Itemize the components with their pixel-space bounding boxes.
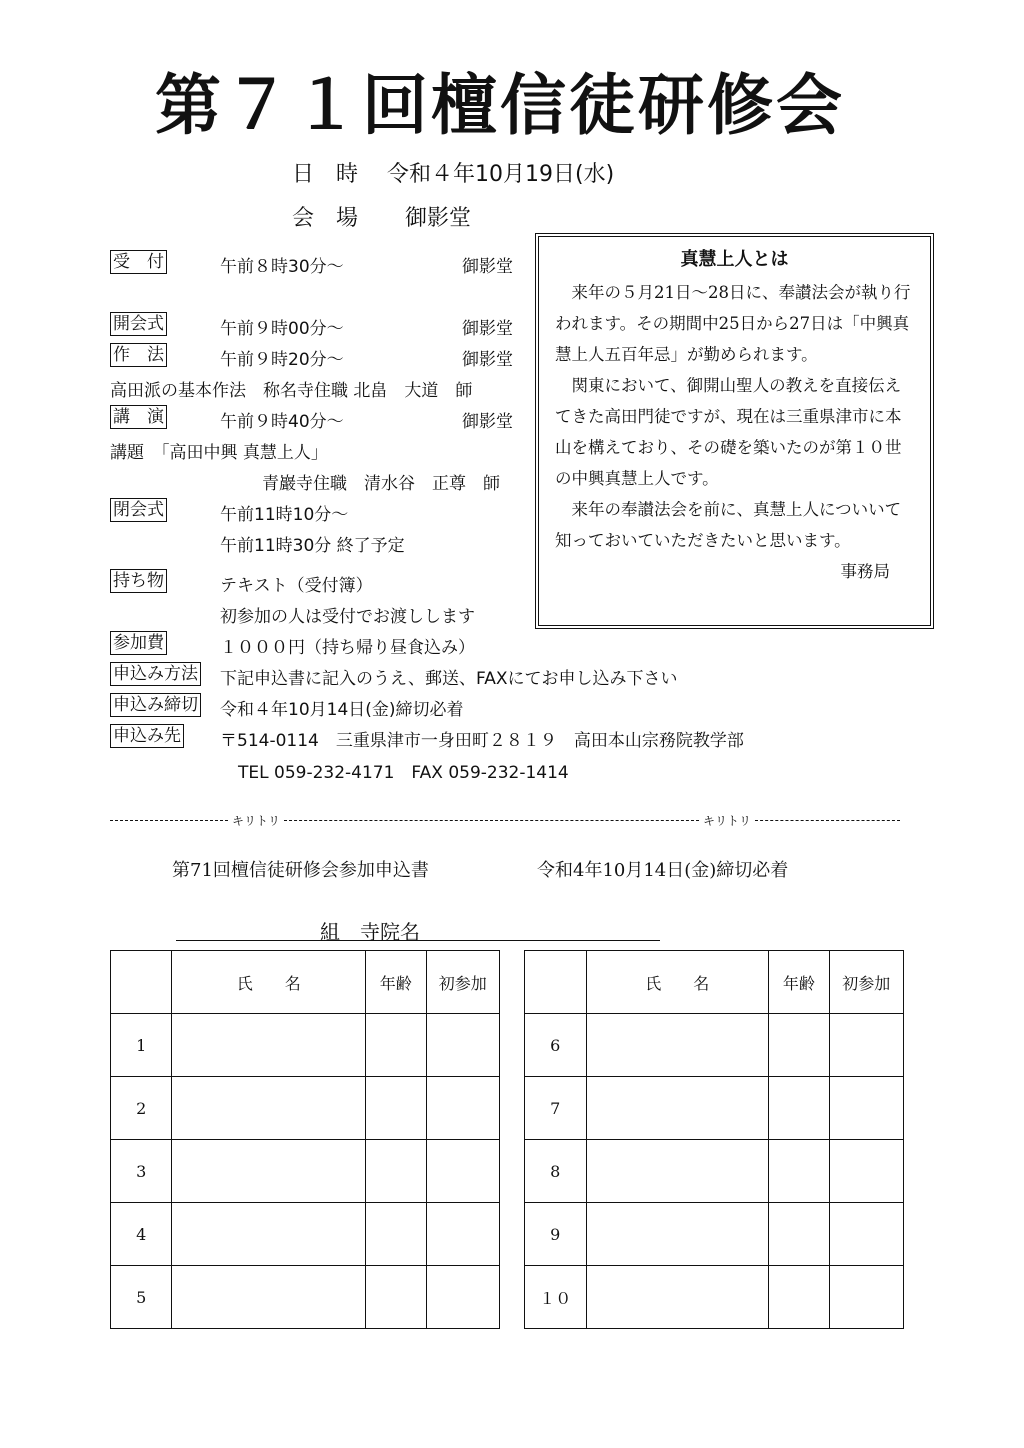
age-cell[interactable] [769,1014,830,1077]
lecture-place: 御影堂 [462,412,513,432]
age-cell[interactable] [366,1140,427,1203]
datetime-label: 日 時 [292,162,359,187]
first-time-header: 初参加 [829,951,903,1014]
row-number: 9 [525,1203,587,1266]
row-number: 6 [525,1014,587,1077]
registration-table-right [524,950,904,1329]
age-header: 年齢 [366,951,427,1014]
age-cell[interactable] [366,1014,427,1077]
first-time-cell[interactable] [829,1203,903,1266]
apply-method-label: 申込み方法 [110,662,201,686]
datetime-line [292,157,614,188]
table-row [525,1203,904,1266]
name-cell[interactable] [586,1140,769,1203]
first-time-cell[interactable] [829,1014,903,1077]
notice-title: 真慧上人とは [680,249,789,270]
row-number: 3 [111,1140,172,1203]
manners-detail: 高田派の基本作法 称名寺住職 北畠 大道 師 [110,381,473,401]
cut-dash [755,820,900,821]
first-time-cell[interactable] [829,1266,903,1329]
age-cell[interactable] [366,1203,427,1266]
number-header [525,951,587,1014]
closing-time: 午前11時10分～ [220,505,349,525]
table-row [111,1203,500,1266]
apply-method-value: 下記申込書に記入のうえ、郵送、FAXにてお申し込み下さい [220,669,678,689]
row-number: 4 [111,1203,172,1266]
name-cell[interactable] [586,1203,769,1266]
items-note: 初参加の人は受付でお渡しします [220,607,475,627]
table-row [111,1077,500,1140]
table-row [111,1266,500,1329]
cut-label: キリトリ [702,814,751,828]
first-time-header: 初参加 [426,951,499,1014]
deadline-value: 令和４年10月14日(金)締切必着 [220,700,464,720]
table-row [111,1014,500,1077]
cut-dash [110,820,228,821]
group-temple-label: 組 寺院名 [320,920,420,944]
table-header [111,951,500,1014]
first-time-cell[interactable] [829,1140,903,1203]
notice-signature: 事務局 [840,562,890,581]
manners-place: 御影堂 [462,350,513,370]
lecturer: 青巖寺住職 清水谷 正尊 師 [262,474,500,494]
age-cell[interactable] [769,1203,830,1266]
age-cell[interactable] [769,1140,830,1203]
notice-paragraph: 来年の５月21日～28日に、奉讃法会が執り行われます。その期間中25日から27日は「中興真慧上人五百年忌」が勤められます。 [555,283,911,364]
first-time-cell[interactable] [426,1266,499,1329]
manners-label: 作 法 [110,343,167,367]
cut-line [110,812,900,829]
first-time-cell[interactable] [426,1077,499,1140]
table-row [525,1014,904,1077]
apply-to-label: 申込み先 [110,724,184,748]
venue-label: 会 場 [292,206,359,231]
name-cell[interactable] [586,1266,769,1329]
number-header [111,951,172,1014]
reception-label: 受 付 [110,250,167,274]
name-header: 氏 名 [172,951,366,1014]
opening-label: 開会式 [110,312,167,336]
age-cell[interactable] [366,1077,427,1140]
venue-value: 御影堂 [405,206,472,231]
group-temple-field[interactable] [176,940,660,941]
table-row [111,1140,500,1203]
row-number: １０ [525,1266,587,1329]
closing-label: 閉会式 [110,498,167,522]
name-cell[interactable] [172,1077,366,1140]
row-number: 5 [111,1266,172,1329]
table-header [525,951,904,1014]
name-header: 氏 名 [586,951,769,1014]
first-time-cell[interactable] [426,1014,499,1077]
registration-table-left [110,950,500,1329]
table-row [525,1266,904,1329]
age-cell[interactable] [769,1077,830,1140]
row-number: 8 [525,1140,587,1203]
first-time-cell[interactable] [829,1077,903,1140]
closing-end: 午前11時30分 終了予定 [220,536,405,556]
fee-label: 参加費 [110,631,167,655]
row-number: 1 [111,1014,172,1077]
datetime-value: 令和４年10月19日(水) [387,162,615,187]
name-cell[interactable] [172,1266,366,1329]
lecture-topic: 講題 「高田中興 真慧上人」 [110,443,328,463]
cut-dash [284,820,699,821]
opening-time: 午前９時00分～ [220,319,344,339]
apply-to-contact: TEL 059-232-4171 FAX 059-232-1414 [238,763,569,783]
cut-label: キリトリ [232,814,281,828]
apply-to-address: 〒514-0114 三重県津市一身田町２８１９ 高田本山宗務院教学部 [220,731,744,751]
items-label: 持ち物 [110,569,167,593]
form-title: 第71回檀信徒研修会参加申込書 [172,860,429,881]
notice-paragraph: 来年の奉讃法会を前に、真慧上人についいて知っておいていただきたいと思います。 [555,500,902,550]
row-number: 2 [111,1077,172,1140]
deadline-label: 申込み締切 [110,693,201,717]
lecture-time: 午前９時40分～ [220,412,344,432]
age-header: 年齢 [769,951,830,1014]
form-deadline: 令和4年10月14日(金)締切必着 [537,860,789,881]
first-time-cell[interactable] [426,1203,499,1266]
first-time-cell[interactable] [426,1140,499,1203]
name-cell[interactable] [586,1077,769,1140]
reception-time: 午前８時30分～ [220,257,344,277]
page-title: 第７１回檀信徒研修会 [155,67,845,144]
row-number: 7 [525,1077,587,1140]
name-cell[interactable] [172,1140,366,1203]
items-value: テキスト（受付簿） [220,576,373,596]
lecture-label: 講 演 [110,405,167,429]
name-cell[interactable] [586,1014,769,1077]
notice-paragraph: 関東において、御開山聖人の教えを直接伝えてきた高田門徒ですが、現在は三重県津市に本山を構えており、その礎を築いたのが第１０世の中興真慧上人です。 [555,376,902,488]
reception-place: 御影堂 [462,257,513,277]
fee-value: １０００円（持ち帰り昼食込み） [220,638,475,658]
table-row [525,1077,904,1140]
name-cell[interactable] [172,1014,366,1077]
name-cell[interactable] [172,1203,366,1266]
manners-time: 午前９時20分～ [220,350,344,370]
notice-box [535,233,934,629]
age-cell[interactable] [366,1266,427,1329]
opening-place: 御影堂 [462,319,513,339]
table-row [525,1140,904,1203]
age-cell[interactable] [769,1266,830,1329]
venue-line [292,201,471,232]
